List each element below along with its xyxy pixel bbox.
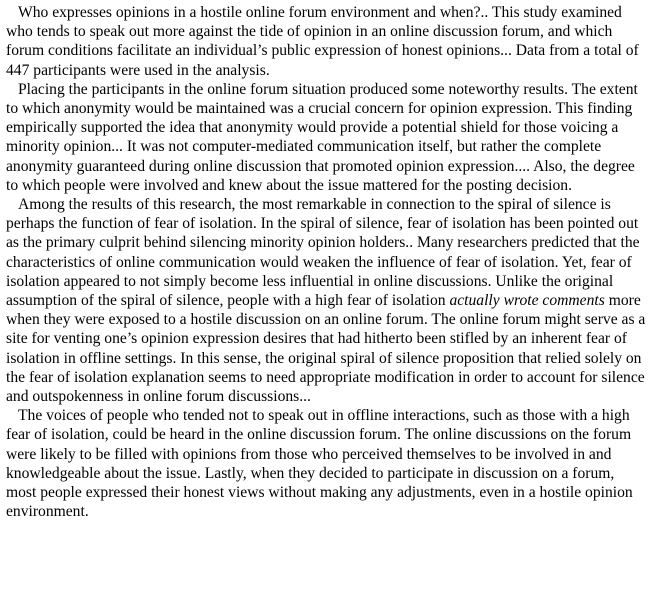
paragraph-anonymity-results: Placing the participants in the online forum situation produced some noteworthy results. The extent to which anonymity would be maintained was a crucial concern for opinion expression. This finding empirically supported the idea that anonymity would provide a potential shield for those voicing a minority opinion... It was not computer-mediated communication itself, but rather the complete anonymity guaranteed during online discussion that promoted opinion expression.... Also, the degree to which people were involved and knew about the issue mattered for the posting decision. [6, 80, 638, 194]
paragraph-fear-text-after-italic: more when they were exposed to a hostile discussion on an online forum. The online forum might serve as a site for venting one’s opinion expression desires that had hitherto been stifled by an inherent fear of isolation in offline settings. In this sense, the original spiral of silence proposition that relied solely on the fear of isolation explanation seems to need appropriate modification in order to account for silence and outspokenness in online forum discussions... [6, 292, 646, 406]
paragraph-intro: Who expresses opinions in a hostile online forum environment and when?.. This study examined who tends to speak out more against the tide of opinion in an online discussion forum, and which forum conditions facilitate an individual’s public expression of honest opinions... Data from a total of 447 participants were used in the analysis. [6, 4, 639, 79]
paragraph-fear-of-isolation [6, 195, 648, 406]
paragraph-conclusion: The voices of people who tended not to speak out in offline interactions, such as those with a high fear of isolation, could be heard in the online discussion forum. The online discussions on the forum were likely to be filled with opinions from those who perceived themselves to be involved in and knowledgeable about the issue. Lastly, when they decided to participate in discussion on a forum, most people expressed their honest views without making any adjustments, even in a hostile opinion environment. [6, 407, 633, 521]
paragraph-fear-text-before-italic: Among the results of this research, the most remarkable in connection to the spiral of silence is perhaps the function of fear of isolation. In the spiral of silence, fear of isolation has been pointed out as the primary culprit behind silencing minority opinion holders.. Many researchers predicted that the characteristics of online communication would weaken the influence of fear of isolation. Yet, fear of isolation appeared to not simply become less influential in online discussions. Unlike the original assumption of the spiral of silence, people with a high fear of isolation [6, 196, 640, 310]
italic-emphasis: actually wrote comments [449, 292, 605, 310]
